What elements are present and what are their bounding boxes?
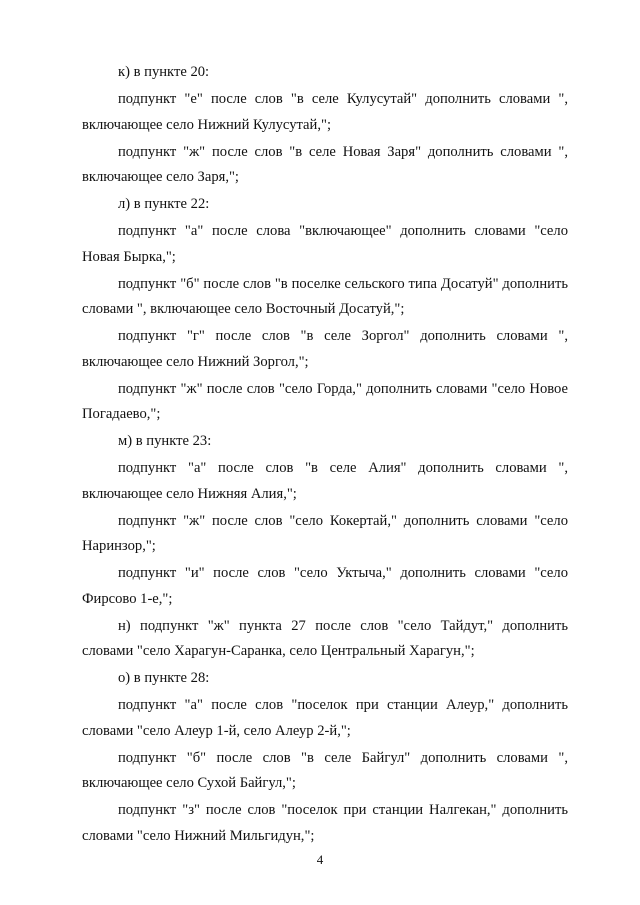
paragraph: подпункт "г" после слов "в селе Зоргол" дополнить словами ", включающее село Нижний Зоргол,";: [82, 328, 568, 370]
paragraph: подпункт "а" после слов "поселок при станции Алеур," дополнить словами "село Алеур 1-й, село Алеур 2-й,";: [82, 697, 568, 739]
page-number: 4: [316, 852, 324, 867]
paragraph: подпункт "е" после слов "в селе Кулусутай" дополнить словами ", включающее село Нижний Кулусутай,";: [82, 91, 568, 133]
paragraph: подпункт "ж" после слов "село Горда," дополнить словами "село Новое Погадаево,";: [82, 380, 568, 422]
paragraph: н) подпункт "ж" пункта 27 после слов "село Тайдут," дополнить словами "село Харагун-Саранка, село Центральный Харагун,";: [82, 617, 568, 659]
paragraph: подпункт "з" после слов "поселок при станции Налгекан," дополнить словами "село Нижний Мильгидун,";: [82, 802, 568, 844]
paragraph: к) в пункте 20:: [118, 64, 210, 80]
paragraph: л) в пункте 22:: [118, 196, 210, 212]
paragraph: подпункт "б" после слов "в поселке сельского типа Досатуй" дополнить словами ", включающее село Восточный Досатуй,";: [82, 275, 568, 317]
paragraph: подпункт "и" после слов "село Уктыча," дополнить словами "село Фирсово 1-е,";: [82, 565, 568, 607]
paragraph: подпункт "ж" после слов "село Кокертай," дополнить словами "село Наринзор,";: [82, 512, 568, 554]
paragraph: подпункт "б" после слов "в селе Байгул" дополнить словами ", включающее село Сухой Байгул,";: [82, 749, 568, 791]
document-body: [82, 60, 568, 851]
paragraph: подпункт "а" после слова "включающее" дополнить словами "село Новая Бырка,";: [82, 223, 568, 265]
paragraph: о) в пункте 28:: [118, 670, 210, 686]
paragraph: м) в пункте 23:: [118, 433, 212, 449]
paragraph: подпункт "ж" после слов "в селе Новая Заря" дополнить словами ", включающее село Заря,";: [82, 143, 568, 185]
paragraph: подпункт "а" после слов "в селе Алия" дополнить словами ", включающее село Нижняя Алия,";: [82, 460, 568, 502]
